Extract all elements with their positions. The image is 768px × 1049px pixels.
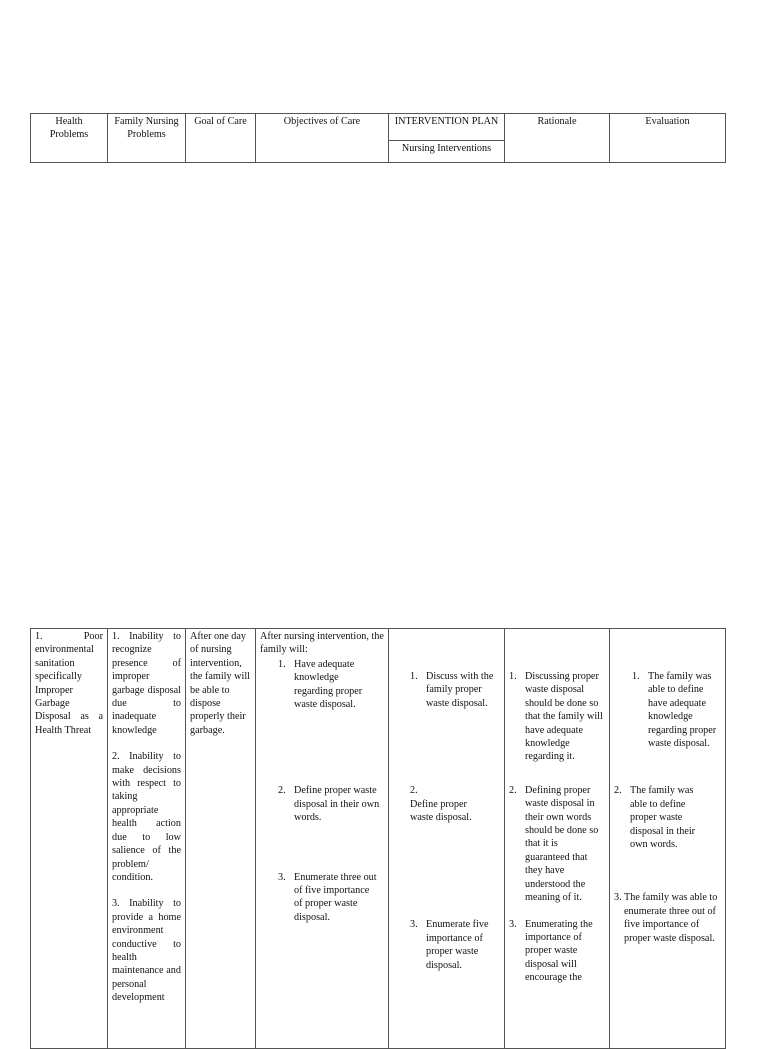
objective-3: [260, 871, 384, 925]
evaluation-3-number: 3.: [614, 892, 622, 904]
intervention-1-number: 1.: [410, 671, 418, 682]
evaluation-3: [614, 891, 721, 945]
family-nursing-problems-cell: [108, 629, 186, 1049]
objective-3-number: 3.: [278, 871, 286, 883]
rationale-1: [509, 670, 605, 764]
header-health-problems: Health Problems: [31, 114, 108, 163]
evaluation-1-number: 1.: [632, 671, 640, 682]
interventions-cell: [389, 629, 505, 1049]
objective-1-number: 1.: [278, 658, 286, 670]
intervention-3-text: Enumerate five importance of proper waste disposal.: [426, 919, 489, 971]
care-plan-table: [30, 628, 726, 1049]
family-problem-3: 3. Inability to provide a home environment conductive to health maintenance and personal development: [112, 898, 181, 1004]
header-intervention-plan: INTERVENTION PLAN: [389, 114, 505, 141]
rationale-3-number: 3.: [509, 918, 517, 930]
health-problem-text: 1. Poor environmental sanitation specifically Improper Garbage Disposal as a Health Threat: [35, 631, 103, 736]
family-problem-2: 2. Inability to make decisions with respect to taking appropriate health action due to low salience of the problem/ condition.: [112, 751, 181, 883]
intervention-2: [393, 784, 500, 824]
rationale-3-text: Enumerating the importance of proper waste disposal will encourage the: [525, 918, 593, 984]
goal-text: After one day of nursing intervention, the family will be able to dispose properly their garbage.: [190, 631, 250, 736]
rationale-1-number: 1.: [509, 671, 517, 682]
objective-2-text: Define proper waste disposal in their own words.: [294, 785, 380, 824]
evaluation-1-text: The family was able to define have adequate knowledge regarding proper waste disposal.: [648, 671, 717, 750]
objectives-cell: [256, 629, 389, 1049]
rationale-cell: [505, 629, 610, 1049]
objective-1: [260, 658, 384, 712]
intervention-3-number: 3.: [410, 919, 418, 931]
header-objectives-of-care: Objectives of Care: [256, 114, 389, 163]
header-nursing-interventions: Nursing Interventions: [389, 141, 505, 163]
evaluation-1: [614, 670, 721, 750]
intervention-2-number: 2.: [410, 785, 418, 797]
goal-cell: [186, 629, 256, 1049]
rationale-2: [509, 784, 605, 905]
objective-2: [260, 784, 384, 824]
objective-3-text: Enumerate three out of five importance of proper waste disposal.: [294, 871, 377, 923]
header-goal-of-care: Goal of Care: [186, 114, 256, 163]
rationale-1-text: Discussing proper waste disposal should be done so that the family will have adequate knowledge regarding it.: [525, 671, 603, 763]
objectives-intro: After nursing intervention, the family will:: [260, 631, 384, 656]
intervention-1-text: Discuss with the family proper waste disposal.: [426, 671, 494, 709]
evaluation-3-text: The family was able to enumerate three out of five importance of proper waste disposal.: [624, 892, 718, 944]
header-table: [30, 113, 726, 163]
objective-1-text: Have adequate knowledge regarding proper waste disposal.: [294, 658, 363, 711]
intervention-2-text: Define proper waste disposal.: [410, 798, 472, 824]
rationale-2-number: 2.: [509, 784, 517, 796]
intervention-3: [393, 918, 500, 972]
evaluation-cell: [610, 629, 726, 1049]
rationale-3: [509, 918, 605, 985]
evaluation-2-number: 2.: [614, 785, 622, 797]
health-problem-cell: [31, 629, 108, 1049]
rationale-2-text: Defining proper waste disposal in their own words should be done so that it is guaranteed that they have understood the meaning of it.: [525, 784, 599, 904]
header-evaluation: Evaluation: [610, 114, 726, 163]
header-rationale: Rationale: [505, 114, 610, 163]
objective-2-number: 2.: [278, 785, 286, 797]
intervention-1: [393, 670, 500, 710]
evaluation-2-text: The family was able to define proper waste disposal in their own words.: [630, 785, 696, 851]
family-problem-1: 1. Inability to recognize presence of improper garbage disposal due to inadequate knowledge: [112, 631, 181, 736]
header-family-nursing-problems: Family Nursing Problems: [108, 114, 186, 163]
evaluation-2: [614, 784, 721, 851]
table-row: [31, 629, 726, 1049]
